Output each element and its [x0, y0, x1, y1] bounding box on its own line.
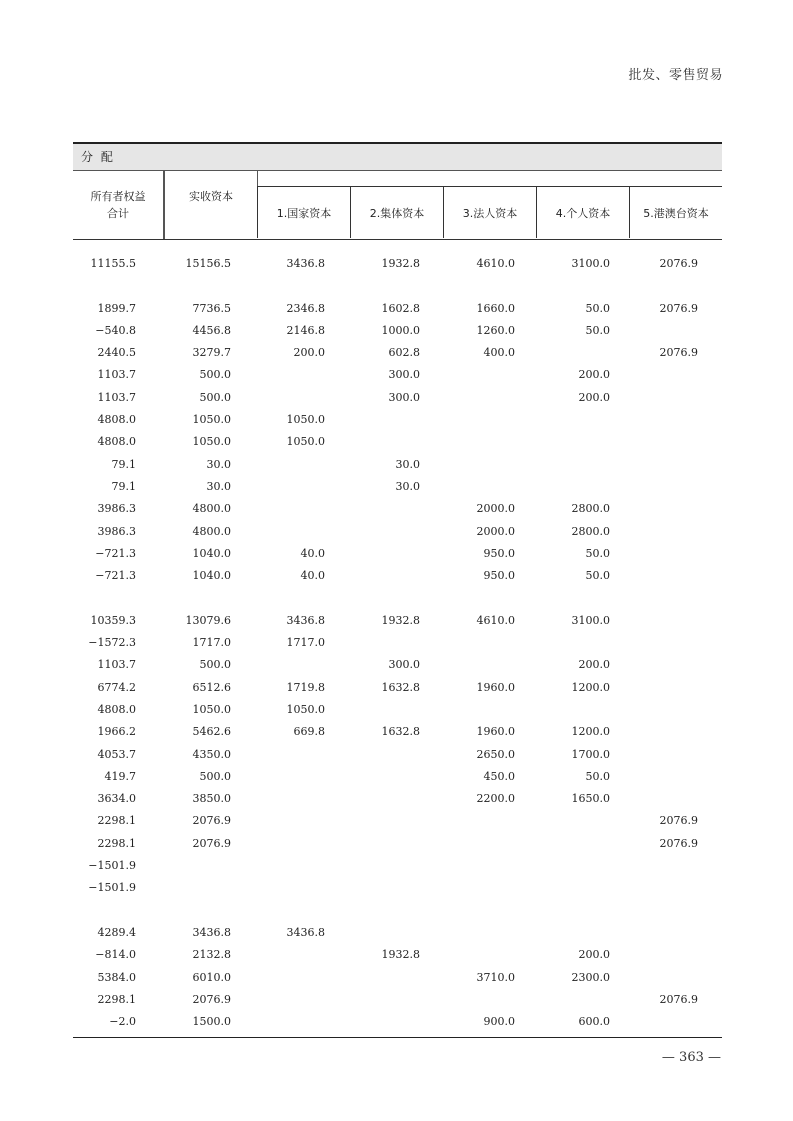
table-cell: 50.0: [585, 546, 610, 560]
table-row: [73, 922, 722, 944]
table-cell: 4800.0: [192, 502, 231, 516]
table-cell: 2076.9: [192, 814, 231, 828]
table-cell: 3436.8: [286, 925, 325, 939]
table-cell: 4456.8: [192, 323, 231, 337]
table-cell: 4610.0: [476, 257, 515, 270]
table-cell: 2800.0: [571, 502, 610, 516]
table-cell: 4053.7: [97, 747, 136, 761]
table-cell: 2300.0: [571, 970, 610, 984]
table-cell: 200.0: [578, 658, 610, 672]
column-header-row: [73, 171, 722, 240]
table-row: [73, 788, 722, 810]
table-cell: 79.1: [111, 479, 136, 493]
table-row: [73, 1011, 722, 1033]
table-cell: 1632.8: [381, 725, 420, 739]
table-cell: 1260.0: [476, 323, 515, 337]
table-cell: 2076.9: [659, 836, 698, 850]
table-cell: 2298.1: [97, 992, 136, 1006]
table-cell: 2076.9: [659, 992, 698, 1006]
table-cell: 2132.8: [192, 948, 231, 962]
table-cell: 1050.0: [286, 413, 325, 427]
table-cell: 600.0: [578, 1015, 610, 1029]
table-row: [73, 565, 722, 587]
table-row: [73, 476, 722, 498]
table-row: [73, 810, 722, 832]
table-cell: 2298.1: [97, 814, 136, 828]
table-cell: 500.0: [199, 658, 231, 672]
table-cell: 1050.0: [286, 435, 325, 449]
table-cell: 200.0: [578, 390, 610, 404]
table-row: [73, 654, 722, 676]
table-cell: 2346.8: [286, 301, 325, 315]
table-cell: 2650.0: [476, 747, 515, 761]
table-cell: 1602.8: [381, 301, 420, 315]
table-cell: −1501.9: [88, 881, 136, 895]
table-cell: 10359.3: [90, 613, 136, 627]
table-cell: 950.0: [483, 546, 515, 560]
table-cell: 4808.0: [97, 413, 136, 427]
table-row: [73, 431, 722, 453]
table-cell: 50.0: [585, 301, 610, 315]
table-row: [73, 721, 722, 743]
table-cell: 40.0: [300, 546, 325, 560]
table-cell: 1960.0: [476, 680, 515, 694]
table-row: [73, 342, 722, 364]
table-row: [73, 699, 722, 721]
table-cell: 2440.5: [97, 346, 136, 360]
table-row: [73, 521, 722, 543]
table-cell: −1501.9: [88, 859, 136, 873]
table-cell: −1572.3: [88, 636, 136, 650]
table-cell: 3100.0: [571, 257, 610, 270]
table-cell: 300.0: [388, 658, 420, 672]
table-cell: 400.0: [483, 346, 515, 360]
page-number: — 363 —: [661, 1050, 721, 1065]
table-cell: 1103.7: [97, 390, 136, 404]
table-cell: 79.1: [111, 457, 136, 471]
table-row: [73, 253, 722, 275]
table-cell: 1717.0: [286, 636, 325, 650]
table-cell: 15156.5: [185, 257, 231, 270]
table-cell: 2076.9: [659, 257, 698, 270]
table-cell: 950.0: [483, 569, 515, 583]
table-cell: 900.0: [483, 1015, 515, 1029]
col-header-legal-person-capital: 3.法人资本: [443, 186, 536, 238]
table-row: [73, 833, 722, 855]
table-cell: 30.0: [395, 479, 420, 493]
table-cell: 1040.0: [192, 546, 231, 560]
table-cell: 11155.5: [90, 257, 136, 270]
table-cell: 4610.0: [476, 613, 515, 627]
table-cell: 3710.0: [476, 970, 515, 984]
table-cell: 300.0: [388, 368, 420, 382]
table-cell: 2200.0: [476, 792, 515, 806]
table-cell: 669.8: [293, 725, 325, 739]
table-row: [73, 744, 722, 766]
table-cell: 500.0: [199, 769, 231, 783]
table-cell: −814.0: [95, 948, 136, 962]
header-group-spacer: [257, 171, 723, 186]
table-row: [73, 944, 722, 966]
table-cell: 30.0: [206, 479, 231, 493]
table-cell: 3986.3: [97, 502, 136, 516]
table-row: [73, 454, 722, 476]
table-cell: 1719.8: [286, 680, 325, 694]
table-cell: 2000.0: [476, 524, 515, 538]
table-cell: 500.0: [199, 368, 231, 382]
table-cell: 5384.0: [97, 970, 136, 984]
table-cell: 50.0: [585, 769, 610, 783]
table-cell: 1632.8: [381, 680, 420, 694]
table-cell: 2000.0: [476, 502, 515, 516]
table-row: [73, 298, 722, 320]
table-cell: 1050.0: [286, 702, 325, 716]
table-cell: 1932.8: [381, 948, 420, 962]
table-row: [73, 632, 722, 654]
table-cell: 1660.0: [476, 301, 515, 315]
table-cell: 4350.0: [192, 747, 231, 761]
table-row: [73, 900, 722, 922]
table-cell: 450.0: [483, 769, 515, 783]
table-cell: 3850.0: [192, 792, 231, 806]
table-cell: 1050.0: [192, 435, 231, 449]
running-header-title: 批发、零售贸易: [628, 68, 723, 83]
table-row: [73, 543, 722, 565]
table-cell: 1717.0: [192, 636, 231, 650]
table-cell: 1050.0: [192, 413, 231, 427]
table-cell: 1103.7: [97, 368, 136, 382]
table-cell: 3436.8: [192, 925, 231, 939]
section-label: 分 配: [73, 144, 722, 171]
table-cell: 200.0: [578, 948, 610, 962]
table-cell: 1200.0: [571, 725, 610, 739]
table-cell: 3436.8: [286, 257, 325, 270]
col-header-state-capital: 1.国家资本: [257, 186, 350, 238]
table-cell: 6010.0: [192, 970, 231, 984]
table-row: [73, 877, 722, 899]
table-cell: 2076.9: [192, 992, 231, 1006]
table-row: [73, 364, 722, 386]
table-cell: 6512.6: [192, 680, 231, 694]
table-cell: 2076.9: [659, 346, 698, 360]
table-cell: 1000.0: [381, 323, 420, 337]
table-cell: 50.0: [585, 569, 610, 583]
table-cell: 1932.8: [381, 257, 420, 270]
table-cell: 1960.0: [476, 725, 515, 739]
table-row: [73, 855, 722, 877]
table-cell: 30.0: [206, 457, 231, 471]
table-cell: 1050.0: [192, 702, 231, 716]
table-cell: 2076.9: [192, 836, 231, 850]
table-cell: 1200.0: [571, 680, 610, 694]
table-cell: −721.3: [95, 569, 136, 583]
table-cell: 4808.0: [97, 435, 136, 449]
table-cell: −2.0: [109, 1015, 136, 1029]
table-row: [73, 677, 722, 699]
table-cell: 6774.2: [97, 680, 136, 694]
table-cell: 300.0: [388, 390, 420, 404]
col-header-paid-in-capital: 实收资本: [164, 171, 257, 239]
table-cell: 3436.8: [286, 613, 325, 627]
table-cell: 1500.0: [192, 1015, 231, 1029]
table-cell: −540.8: [95, 323, 136, 337]
table-cell: 2146.8: [286, 323, 325, 337]
table-row: [73, 587, 722, 609]
table-cell: 50.0: [585, 323, 610, 337]
col-header-owner-equity-total: 所有者权益 合计: [90, 190, 146, 220]
col-header-hk-macau-taiwan-capital: 5.港澳台资本: [629, 186, 722, 238]
data-table: [73, 142, 722, 1033]
table-row: [73, 409, 722, 431]
table-cell: 4289.4: [97, 925, 136, 939]
table-cell: 1040.0: [192, 569, 231, 583]
table-cell: 500.0: [199, 390, 231, 404]
table-cell: 1899.7: [97, 301, 136, 315]
table-cell: 30.0: [395, 457, 420, 471]
table-row: [73, 967, 722, 989]
table-row: [73, 275, 722, 297]
table-body: [73, 240, 722, 1033]
col-header-individual-capital: 4.个人资本: [536, 186, 629, 238]
table-cell: 3986.3: [97, 524, 136, 538]
table-cell: 4808.0: [97, 702, 136, 716]
table-cell: 2800.0: [571, 524, 610, 538]
table-row: [73, 320, 722, 342]
table-cell: 2076.9: [659, 301, 698, 315]
table-cell: 2298.1: [97, 836, 136, 850]
table-cell: 1966.2: [97, 725, 136, 739]
table-cell: 3279.7: [192, 346, 231, 360]
table-cell: 2076.9: [659, 814, 698, 828]
table-cell: 4800.0: [192, 524, 231, 538]
table-row: [73, 498, 722, 520]
table-cell: 1700.0: [571, 747, 610, 761]
table-cell: −721.3: [95, 546, 136, 560]
col-header-collective-capital: 2.集体资本: [350, 186, 443, 238]
table-cell: 419.7: [104, 769, 136, 783]
table-cell: 3100.0: [571, 613, 610, 627]
table-cell: 40.0: [300, 569, 325, 583]
table-cell: 602.8: [388, 346, 420, 360]
table-cell: 200.0: [578, 368, 610, 382]
table-row: [73, 387, 722, 409]
table-cell: 5462.6: [192, 725, 231, 739]
table-cell: 1932.8: [381, 613, 420, 627]
table-row: [73, 610, 722, 632]
table-cell: 1103.7: [97, 658, 136, 672]
table-bottom-rule: [73, 1037, 722, 1038]
table-cell: 7736.5: [192, 301, 231, 315]
table-cell: 3634.0: [97, 792, 136, 806]
table-cell: 200.0: [293, 346, 325, 360]
table-row: [73, 766, 722, 788]
table-cell: 1650.0: [571, 792, 610, 806]
table-row: [73, 989, 722, 1011]
table-cell: 13079.6: [185, 613, 231, 627]
